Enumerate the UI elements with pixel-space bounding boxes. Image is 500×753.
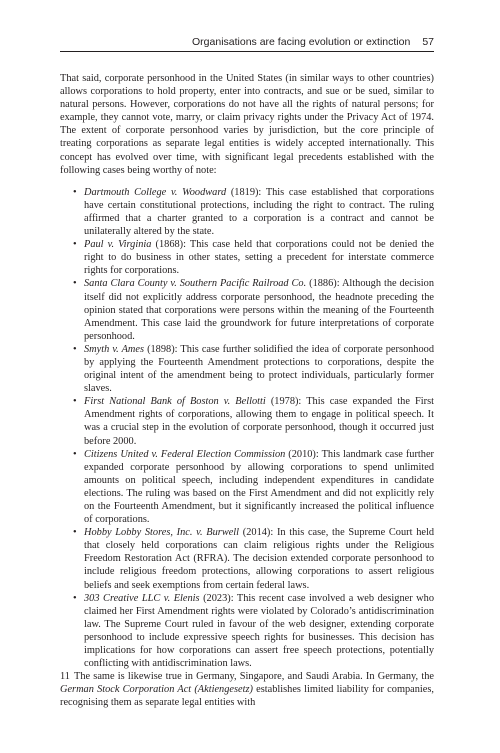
case-name: Paul v. Virginia (84, 239, 152, 251)
case-name: Dartmouth College v. Woodward (84, 186, 227, 198)
list-item (73, 186, 434, 238)
case-name: 303 Creative LLC v. Elenis (84, 592, 200, 604)
running-header (60, 36, 434, 52)
case-text: (1819): This case established that corporations have certain constitutional protections, including the right to contract. The ruling affirmed that a charter granted to a corporation is a contract and cannot be unilaterally altered by the state. (84, 186, 434, 238)
footnote-text-after: establishes limited liability for companies, recognising them as separate legal entities with (60, 684, 435, 709)
list-item (73, 395, 434, 447)
running-title: Organisations are facing evolution or extinction (192, 36, 411, 48)
footnote (60, 670, 434, 709)
list-item (73, 238, 435, 277)
bullet-icon: • (73, 186, 77, 198)
footnote-italic: German Stock Corporation Act (Aktiengesetz) (60, 684, 253, 696)
list-item (73, 277, 434, 342)
page-number: 57 (422, 36, 434, 48)
case-text: (2010): This landmark case further expanded corporate personhood by allowing corporations to spend unlimited amounts on political speech, including independent expenditures in candidate elections. The ruling was based on the First Amendment and did not explicitly rely on the Fourteenth Amendment, but it significantly increased the political influence of corporations. (84, 448, 434, 526)
case-text: (1898): This case further solidified the idea of corporate personhood by applying the Fourteenth Amendment protections to corporations, despite the original intent of the amendment being to protect individuals, particularly former slaves. (84, 343, 434, 395)
bullet-icon: • (73, 239, 77, 251)
list-item (73, 592, 435, 671)
case-name: Santa Clara County v. Southern Pacific Railroad Co. (84, 278, 307, 290)
case-list (60, 186, 434, 670)
bullet-icon: • (73, 448, 77, 460)
intro-paragraph: That said, corporate personhood in the United States (in similar ways to other countries) allows corporations to hold property, enter into contracts, and sue or be sued, similar to natural persons. However, corporations do not have all the rights of natural persons; for example, they cannot vote, marry, or claim privacy rights under the Privacy Act of 1974. The extent of corporate personhood varies by jurisdiction, but the core principle of treating corporations as separate legal entities is widely accepted internationally. This concept has evolved over time, with significant legal precedents established with the following cases being worthy of note: (60, 73, 434, 176)
case-name: Citizens United v. Federal Election Commission (84, 448, 286, 460)
case-name: Smyth v. Ames (84, 343, 145, 355)
case-text: (1978): This case expanded the First Amendment rights of corporations, allowing them to engage in political speech. It was a crucial step in the evolution of corporate personhood, though it occurred just before 2000. (84, 396, 434, 447)
case-text: (2014): In this case, the Supreme Court held that closely held corporations can claim religious rights under the Religious Freedom Restoration Act (RFRA). The decision extended corporate personhood to include religious freedom protections, allowing corporations to assert religious beliefs and seek exemptions from certain federal laws. (84, 527, 434, 591)
list-item (73, 526, 434, 591)
bullet-icon: • (73, 278, 77, 290)
bullet-icon: • (73, 592, 77, 604)
bullet-icon: • (73, 527, 77, 539)
footnote-number: 11 (60, 671, 70, 683)
bullet-icon: • (73, 343, 77, 355)
case-text: (1886): Although the decision itself did not explicitly address corporate personhood, the headnote preceding the opinion stated that corporations were persons within the meaning of the Fourteenth Amendment. This case laid the groundwork for future interpretations of corporate personhood. (84, 278, 434, 342)
case-text: (2023): This recent case involved a web designer who claimed her First Amendment rights were violated by Colorado’s antidiscrimination law. The Supreme Court ruled in favour of the web designer, extending corporate personhood to include expressive speech rights for businesses. This decision has implications for how corporations can assert free speech protections, potentially conflicting with antidiscrimination laws. (84, 592, 435, 670)
case-name: Hobby Lobby Stores, Inc. v. Burwell (84, 527, 240, 539)
body-text (60, 72, 434, 710)
case-name: First National Bank of Boston v. Bellotti (84, 396, 266, 408)
bullet-icon: • (73, 396, 77, 408)
list-item (73, 448, 434, 527)
list-item (73, 343, 434, 395)
footnote-text-before: The same is likewise true in Germany, Singapore, and Saudi Arabia. In Germany, the (74, 671, 434, 683)
case-text: (1868): This case held that corporations could not be denied the right to do business in other states, setting a precedent for interstate commerce rights for corporations. (84, 239, 435, 277)
